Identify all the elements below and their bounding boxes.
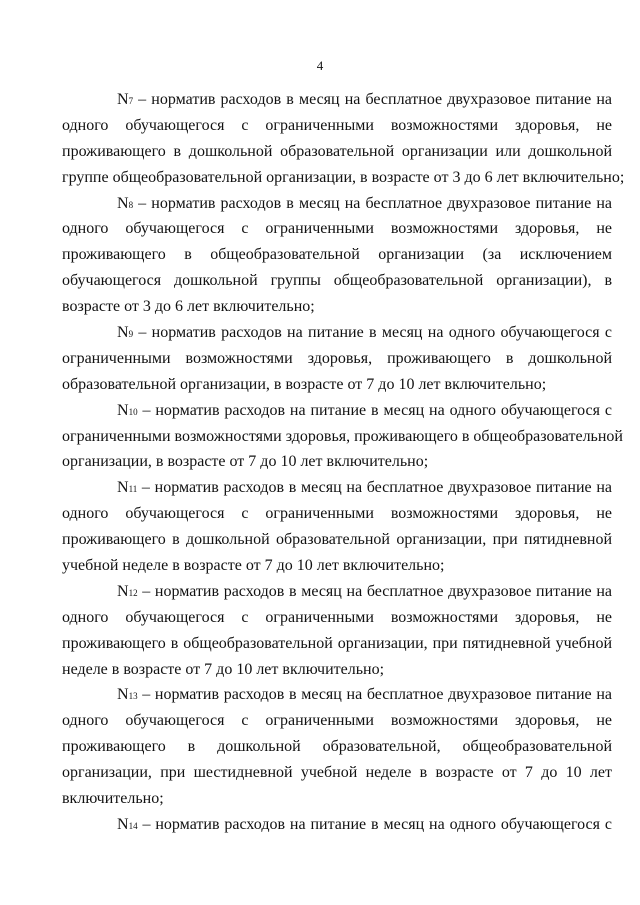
paragraph <box>62 682 612 811</box>
text-line <box>62 294 612 320</box>
line-text: – норматив расходов на питание в месяц на одного обучающегося с <box>137 815 612 833</box>
norm-symbol: N <box>117 91 129 108</box>
norm-subscript: 12 <box>128 587 138 598</box>
norm-symbol: N <box>117 582 129 600</box>
text-line <box>62 320 612 346</box>
text-line <box>62 605 612 631</box>
line-text: – норматив расходов в месяц на бесплатное двухразовое питание на <box>133 91 612 108</box>
line-text: проживающего в дошкольной образовательной организации или дошкольной <box>62 142 612 160</box>
line-text: одного обучающегося с ограниченными возможностями здоровья, не <box>62 220 612 238</box>
text-line <box>62 812 612 838</box>
text-line <box>62 139 612 165</box>
text-line <box>62 191 612 217</box>
line-text: организации, в возрасте от 7 до 10 лет включительно; <box>62 453 429 471</box>
text-line <box>62 372 612 398</box>
document-body <box>62 87 625 838</box>
line-text: обучающегося дошкольной группы общеобразовательной организации), в <box>62 272 612 290</box>
norm-subscript: 7 <box>128 96 134 106</box>
norm-symbol: N <box>117 686 129 704</box>
paragraph <box>62 191 612 320</box>
line-text: проживающего в дошкольной образовательной организации, при пятидневной <box>62 531 612 549</box>
line-text: группе общеобразовательной организации, в возрасте от 3 до 6 лет включительно; <box>62 168 625 186</box>
norm-symbol: N <box>117 479 129 497</box>
norm-symbol: N <box>117 815 129 833</box>
line-text: включительно; <box>62 790 164 808</box>
text-line <box>62 553 612 579</box>
line-text: учебной неделе в возрасте от 7 до 10 лет включительно; <box>62 557 445 575</box>
line-text: неделе в возрасте от 7 до 10 лет включительно; <box>62 660 385 678</box>
text-line <box>62 631 612 657</box>
line-text: ограниченными возможностями здоровья, проживающего в общеобразовательной <box>62 427 623 445</box>
text-line <box>62 786 612 812</box>
line-text: – норматив расходов на питание в месяц на одного обучающегося с <box>137 401 612 419</box>
paragraph <box>62 475 612 579</box>
line-text: – норматив расходов в месяц на бесплатное двухразовое питание на <box>137 686 612 704</box>
line-text: возрасте от 3 до 6 лет включительно; <box>62 298 315 316</box>
text-line <box>62 475 612 501</box>
text-line <box>62 216 612 242</box>
text-line <box>62 87 612 113</box>
norm-subscript: 14 <box>128 820 138 831</box>
norm-subscript: 13 <box>128 691 138 702</box>
paragraph <box>62 87 625 191</box>
text-line <box>62 113 612 139</box>
norm-subscript: 9 <box>128 329 134 340</box>
line-text: ограниченными возможностями здоровья, проживающего в дошкольной <box>62 349 612 367</box>
text-line <box>62 268 612 294</box>
line-text: одного обучающегося с ограниченными возможностями здоровья, не <box>62 712 612 730</box>
text-line <box>62 346 612 372</box>
line-text: – норматив расходов в месяц на бесплатное двухразовое питание на <box>137 582 612 600</box>
norm-symbol: N <box>117 401 129 419</box>
line-text: проживающего в общеобразовательной организации (за исключением <box>62 246 612 264</box>
text-line <box>62 501 612 527</box>
text-line <box>62 682 612 708</box>
text-line <box>62 449 612 475</box>
text-line <box>62 760 612 786</box>
text-line <box>62 708 612 734</box>
norm-subscript: 11 <box>128 484 138 495</box>
text-line <box>62 165 625 191</box>
page-number: 4 <box>316 58 324 73</box>
line-text: – норматив расходов в месяц на бесплатное двухразовое питание на <box>133 194 612 212</box>
line-text: проживающего в общеобразовательной организации, при пятидневной учебной <box>62 634 612 652</box>
line-text: проживающего в дошкольной образовательной, общеобразовательной <box>62 738 612 756</box>
line-text: – норматив расходов в месяц на бесплатное двухразовое питание на <box>137 479 612 497</box>
paragraph <box>62 320 612 398</box>
line-text: организации, при шестидневной учебной неделе в возрасте от 7 до 10 лет <box>62 764 612 782</box>
text-line <box>62 398 612 424</box>
norm-subscript: 10 <box>128 406 138 417</box>
norm-subscript: 8 <box>128 199 134 210</box>
paragraph <box>62 398 623 476</box>
line-text: одного обучающегося с ограниченными возможностями здоровья, не <box>62 608 612 626</box>
text-line <box>62 734 612 760</box>
text-line <box>62 424 623 450</box>
text-line <box>62 242 612 268</box>
norm-symbol: N <box>117 194 129 212</box>
line-text: образовательной организации, в возрасте от 7 до 10 лет включительно; <box>62 375 547 393</box>
paragraph <box>62 812 612 838</box>
norm-symbol: N <box>117 324 129 342</box>
line-text: одного обучающегося с ограниченными возможностями здоровья, не <box>62 505 612 523</box>
paragraph <box>62 579 612 683</box>
text-line <box>62 579 612 605</box>
line-text: одного обучающегося с ограниченными возможностями здоровья, не <box>62 116 612 134</box>
line-text: – норматив расходов на питание в месяц на одного обучающегося с <box>133 324 612 342</box>
text-line <box>62 527 612 553</box>
text-line <box>62 657 612 683</box>
